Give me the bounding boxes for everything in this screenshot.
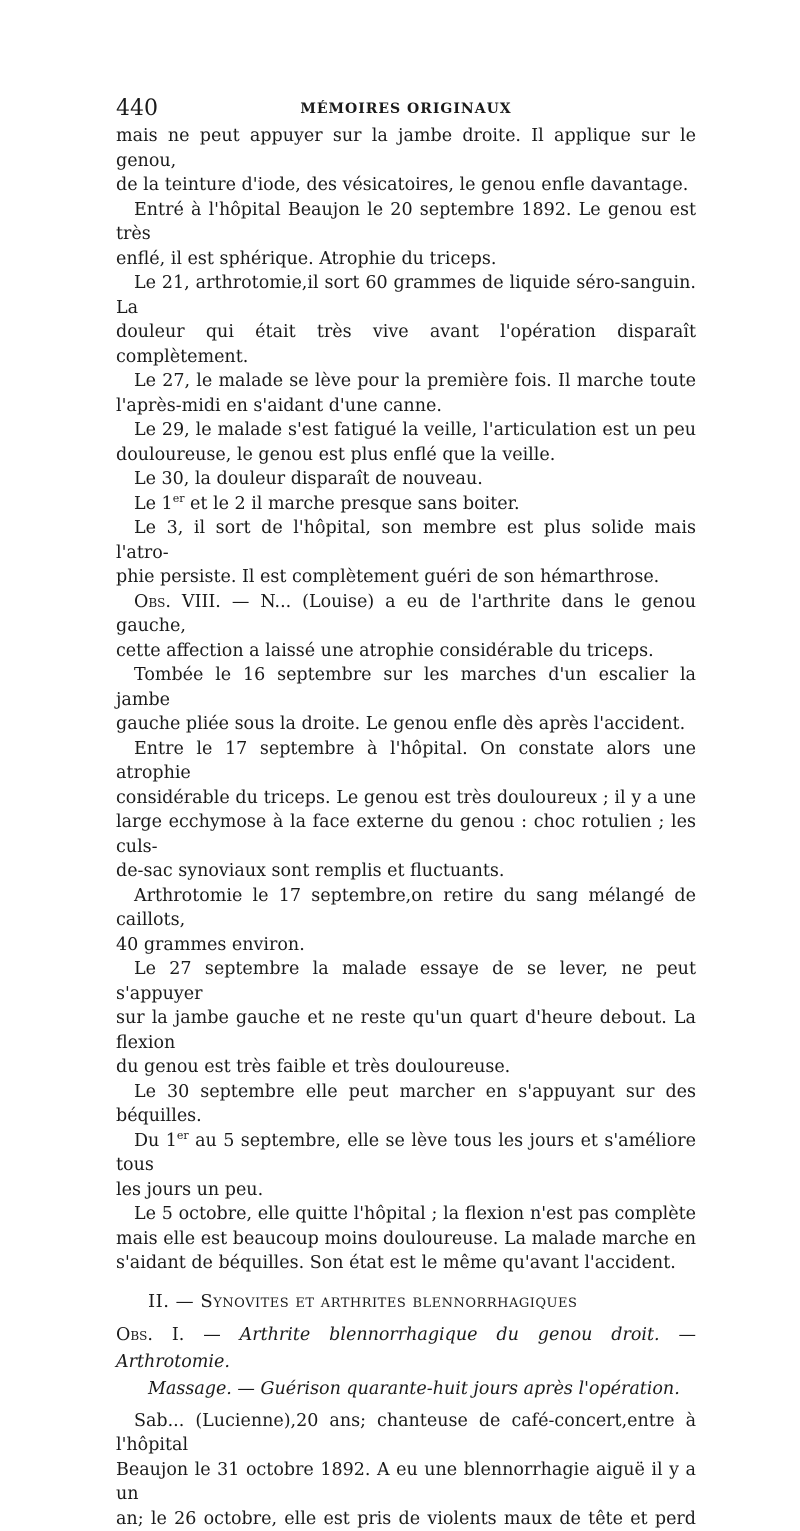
section-numeral: II. — bbox=[148, 1291, 200, 1312]
text-line: s'aidant de béquilles. Son état est le même qu'avant l'accident. bbox=[116, 1251, 696, 1276]
page-header bbox=[116, 96, 696, 124]
text-line: de la teinture d'iode, des vésicatoires, le genou enfle davantage. bbox=[116, 173, 696, 198]
text-line: mais ne peut appuyer sur la jambe droite. Il applique sur le genou, bbox=[116, 124, 696, 173]
text-line: douleur qui était très vive avant l'opération disparaît complètement. bbox=[116, 320, 696, 369]
text-line bbox=[116, 492, 696, 517]
text-line: Le 5 octobre, elle quitte l'hôpital ; la flexion n'est pas complète bbox=[116, 1202, 696, 1227]
obs-label: Obs. bbox=[116, 1325, 153, 1345]
text-line: les jours un peu. bbox=[116, 1178, 696, 1203]
text-line: douloureuse, le genou est plus enflé que la veille. bbox=[116, 443, 696, 468]
text-line: Le 27 septembre la malade essaye de se lever, ne peut s'appuyer bbox=[116, 957, 696, 1006]
text-line: enflé, il est sphérique. Atrophie du triceps. bbox=[116, 247, 696, 272]
text-line bbox=[116, 1129, 696, 1178]
ordinal-suffix: er bbox=[177, 1129, 189, 1142]
text-fragment: Du 1 bbox=[134, 1131, 177, 1151]
text-line: Sab... (Lucienne),20 ans; chanteuse de café-concert,entre à l'hôpital bbox=[116, 1409, 696, 1458]
section-title: Synovites et arthrites blennorrhagiques bbox=[200, 1291, 577, 1312]
text-line: Tombée le 16 septembre sur les marches d'un escalier la jambe bbox=[116, 663, 696, 712]
text-fragment: et le 2 il marche presque sans boiter. bbox=[184, 494, 519, 514]
text-line: large ecchymose à la face externe du genou : choc rotulien ; les culs- bbox=[116, 810, 696, 859]
text-line: gauche pliée sous la droite. Le genou enfle dès après l'accident. bbox=[116, 712, 696, 737]
text-line: Le 30 septembre elle peut marcher en s'appuyant sur des béquilles. bbox=[116, 1080, 696, 1129]
text-line: considérable du triceps. Le genou est très douloureux ; il y a une bbox=[116, 786, 696, 811]
text-line bbox=[116, 590, 696, 639]
text-line: Le 3, il sort de l'hôpital, son membre est plus solide mais l'atro- bbox=[116, 516, 696, 565]
running-title: MÉMOIRES ORIGINAUX bbox=[116, 101, 696, 117]
obs-title: Massage. — Guérison quarante-huit jours après l'opération. bbox=[148, 1379, 680, 1399]
text-line: de-sac synoviaux sont remplis et fluctuants. bbox=[116, 859, 696, 884]
text-fragment: au 5 septembre, elle se lève tous les jours et s'améliore tous bbox=[116, 1131, 696, 1176]
text-line: du genou est très faible et très douloureuse. bbox=[116, 1055, 696, 1080]
text-line: cette affection a laissé une atrophie considérable du triceps. bbox=[116, 639, 696, 664]
text-line: an; le 26 octobre, elle est pris de violents maux de tête et perd bbox=[116, 1507, 696, 1531]
text-line: Le 29, le malade s'est fatigué la veille, l'articulation est un peu bbox=[116, 418, 696, 443]
text-line: Arthrotomie le 17 septembre,on retire du sang mélangé de caillots, bbox=[116, 884, 696, 933]
text-line: Le 21, arthrotomie,il sort 60 grammes de liquide séro-sanguin. La bbox=[116, 271, 696, 320]
section-heading bbox=[116, 1290, 696, 1314]
text-line: 40 grammes environ. bbox=[116, 933, 696, 958]
text-fragment: Le 1 bbox=[134, 494, 173, 514]
text-fragment: VIII. — N... (Louise) a eu de l'arthrite dans le genou gauche, bbox=[116, 592, 696, 637]
obs-title: Arthrite blennorrhagique du genou droit. — Arthrotomie. bbox=[116, 1325, 696, 1372]
text-line: Entré à l'hôpital Beaujon le 20 septembre 1892. Le genou est très bbox=[116, 198, 696, 247]
body-text bbox=[116, 124, 696, 1531]
text-line: Le 30, la douleur disparaît de nouveau. bbox=[116, 467, 696, 492]
text-line: sur la jambe gauche et ne reste qu'un quart d'heure debout. La flexion bbox=[116, 1006, 696, 1055]
obs-number: I. — bbox=[153, 1325, 240, 1345]
page-number: 440 bbox=[116, 96, 158, 121]
text-line: l'après-midi en s'aidant d'une canne. bbox=[116, 394, 696, 419]
text-line: Entre le 17 septembre à l'hôpital. On constate alors une atrophie bbox=[116, 737, 696, 786]
obs-label: Obs. bbox=[134, 592, 171, 612]
text-line: Le 27, le malade se lève pour la première fois. Il marche toute bbox=[116, 369, 696, 394]
observation-heading bbox=[116, 1322, 696, 1376]
text-line: phie persiste. Il est complètement guéri de son hémarthrose. bbox=[116, 565, 696, 590]
text-line: Beaujon le 31 octobre 1892. A eu une blennorrhagie aiguë il y a un bbox=[116, 1458, 696, 1507]
ordinal-suffix: er bbox=[173, 492, 185, 505]
text-line: mais elle est beaucoup moins douloureuse. La malade marche en bbox=[116, 1227, 696, 1252]
observation-heading-line bbox=[116, 1376, 696, 1403]
